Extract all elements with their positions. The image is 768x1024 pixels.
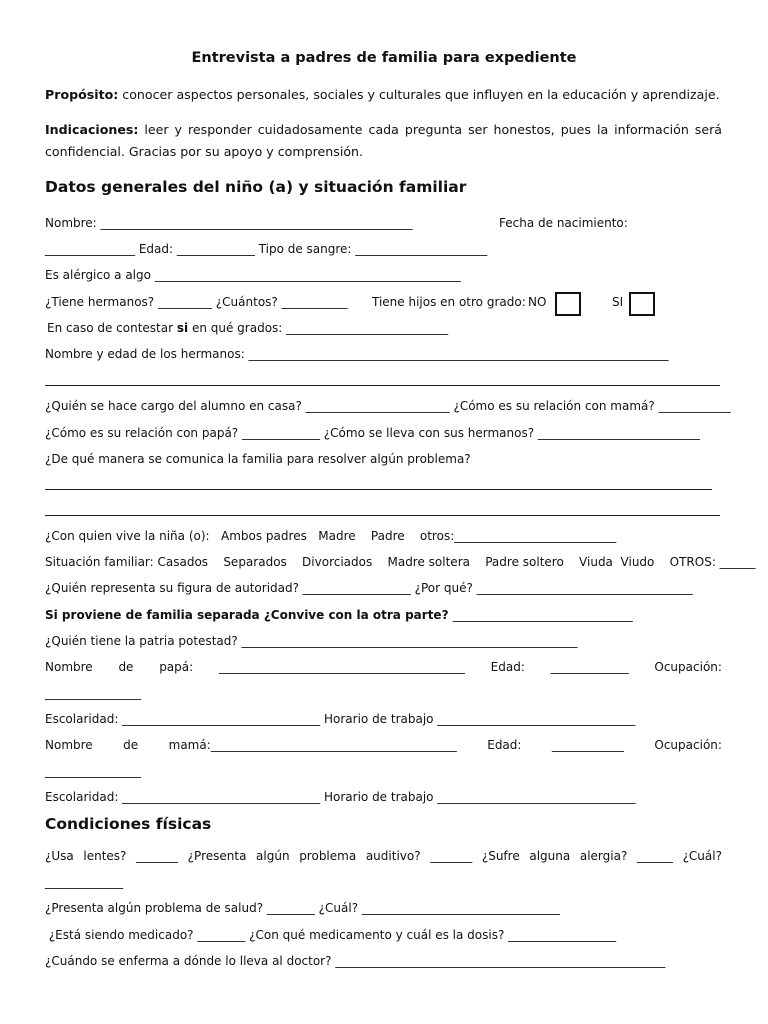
phys-word-10: alguna: [529, 849, 571, 863]
phys-word-7: auditivo?: [365, 849, 421, 863]
which-allergy-line[interactable]: _____________: [45, 875, 123, 889]
phys-word-2: lentes?: [83, 849, 127, 863]
father-age-line: _____________: [550, 660, 629, 674]
father-occupation-line[interactable]: ________________: [45, 686, 141, 700]
birth-date-label: Fecha de nacimiento:: [499, 216, 628, 230]
birth-age-blood-line[interactable]: _______________ Edad: _____________ Tipo de sangre: ______________________: [45, 242, 488, 256]
phys-word-4: ¿Presenta: [187, 849, 247, 863]
mother-row[interactable]: [45, 737, 722, 753]
grades-field[interactable]: [47, 320, 448, 336]
mother-word-1: Nombre: [45, 738, 93, 752]
section-physical-conditions-heading: Condiciones físicas: [45, 815, 212, 833]
family-situation-field[interactable]: Situación familiar: Casados Separados Divorciados Madre soltera Padre soltero Viuda Viudo OTROS: ______: [45, 555, 756, 569]
grades-text-si: si: [176, 321, 189, 335]
lives-with-field[interactable]: ¿Con quien vive la niña (o): Ambos padres Madre Padre otros:___________________________: [45, 529, 617, 543]
father-row[interactable]: [45, 659, 722, 675]
mother-age-label: Edad:: [487, 738, 522, 752]
purpose-text: conocer aspectos personales, sociales y culturales que influyen en la educación y aprendizaje.: [122, 87, 720, 102]
mother-word-2: de: [123, 738, 139, 752]
grades-text-post: en qué grados: ___________________________: [188, 321, 449, 335]
hearing-line: _______: [430, 849, 473, 863]
mother-schooling-field[interactable]: Escolaridad: _________________________________ Horario de trabajo _________________________________: [45, 790, 636, 804]
mother-name-line: mamá:_________________________________________: [168, 738, 457, 752]
allergy-line: ______: [636, 849, 673, 863]
father-age-label: Edad:: [490, 660, 525, 674]
communication-blank-line-2[interactable]: [45, 515, 720, 516]
phys-word-9: ¿Sufre: [481, 849, 520, 863]
caretaker-field[interactable]: ¿Quién se hace cargo del alumno en casa? ________________________ ¿Cómo es su relación con mamá? ____________: [45, 399, 731, 413]
mother-occupation-line[interactable]: ________________: [45, 764, 141, 778]
father-occupation-label: Ocupación:: [654, 660, 722, 674]
father-word-3: papá:: [159, 660, 194, 674]
father-word-1: Nombre: [45, 660, 93, 674]
father-relationship-field[interactable]: ¿Cómo es su relación con papá? _____________ ¿Cómo se lleva con sus hermanos? ___________________________: [45, 426, 700, 440]
instructions-paragraph: [45, 119, 722, 163]
glasses-line: _______: [136, 849, 179, 863]
children-other-grade-label: Tiene hijos en otro grado:: [372, 295, 526, 309]
form-title: Entrevista a padres de familia para expediente: [191, 50, 577, 66]
phys-word-11: alergia?: [579, 849, 628, 863]
no-option-label: NO: [528, 295, 547, 309]
mother-occupation-label: Ocupación:: [654, 738, 722, 752]
father-word-2: de: [118, 660, 134, 674]
separated-family-line: ______________________________: [452, 608, 633, 622]
allergy-field[interactable]: Es alérgico a algo ___________________________________________________: [45, 268, 461, 282]
phys-word-5: algún: [256, 849, 290, 863]
section-general-data-heading: Datos generales del niño (a) y situación familiar: [45, 178, 467, 196]
separated-family-question: Si proviene de familia separada ¿Convive con la otra parte?: [45, 608, 453, 622]
father-schooling-field[interactable]: Escolaridad: _________________________________ Horario de trabajo _________________________________: [45, 712, 636, 726]
siblings-field[interactable]: ¿Tiene hermanos? _________ ¿Cuántos? ___________: [45, 295, 348, 309]
medication-field[interactable]: ¿Está siendo medicado? ________ ¿Con qué medicamento y cuál es la dosis? __________________: [45, 928, 617, 942]
phys-word-13: ¿Cuál?: [682, 849, 722, 863]
si-checkbox[interactable]: [629, 292, 655, 316]
purpose-label: Propósito:: [45, 87, 119, 102]
father-name-line: _________________________________________: [218, 660, 465, 674]
communication-blank-line-1[interactable]: [45, 489, 712, 490]
siblings-names-field[interactable]: Nombre y edad de los hermanos: ______________________________________________________________________: [45, 347, 669, 361]
phys-word-6: problema: [299, 849, 357, 863]
purpose-paragraph: [45, 84, 722, 106]
phys-word-1: ¿Usa: [45, 849, 74, 863]
doctor-field[interactable]: ¿Cuándo se enferma a dónde lo lleva al doctor? _______________________________________________________: [45, 954, 666, 968]
family-communication-question: ¿De qué manera se comunica la familia para resolver algún problema?: [45, 452, 471, 466]
custody-field[interactable]: ¿Quién tiene la patria potestad? ________________________________________________________: [45, 634, 578, 648]
mother-age-line: ____________: [551, 738, 624, 752]
instructions-text: leer y responder cuidadosamente cada pregunta ser honestos, pues la información será confidencial. Gracias por su apoyo y comprensión.: [45, 122, 722, 159]
si-option-label: SI: [612, 295, 624, 309]
siblings-names-blank-line[interactable]: [45, 385, 720, 386]
grades-text-pre: En caso de contestar: [47, 321, 177, 335]
separated-family-field[interactable]: [45, 607, 633, 623]
instructions-label: Indicaciones:: [45, 122, 139, 137]
child-name-field[interactable]: Nombre: ____________________________________________________: [45, 216, 413, 230]
no-checkbox[interactable]: [555, 292, 581, 316]
physical-questions-row[interactable]: [45, 848, 722, 864]
authority-figure-field[interactable]: ¿Quién representa su figura de autoridad? __________________ ¿Por qué? ____________________________________: [45, 581, 693, 595]
health-problem-field[interactable]: ¿Presenta algún problema de salud? ________ ¿Cuál? _________________________________: [45, 901, 560, 915]
